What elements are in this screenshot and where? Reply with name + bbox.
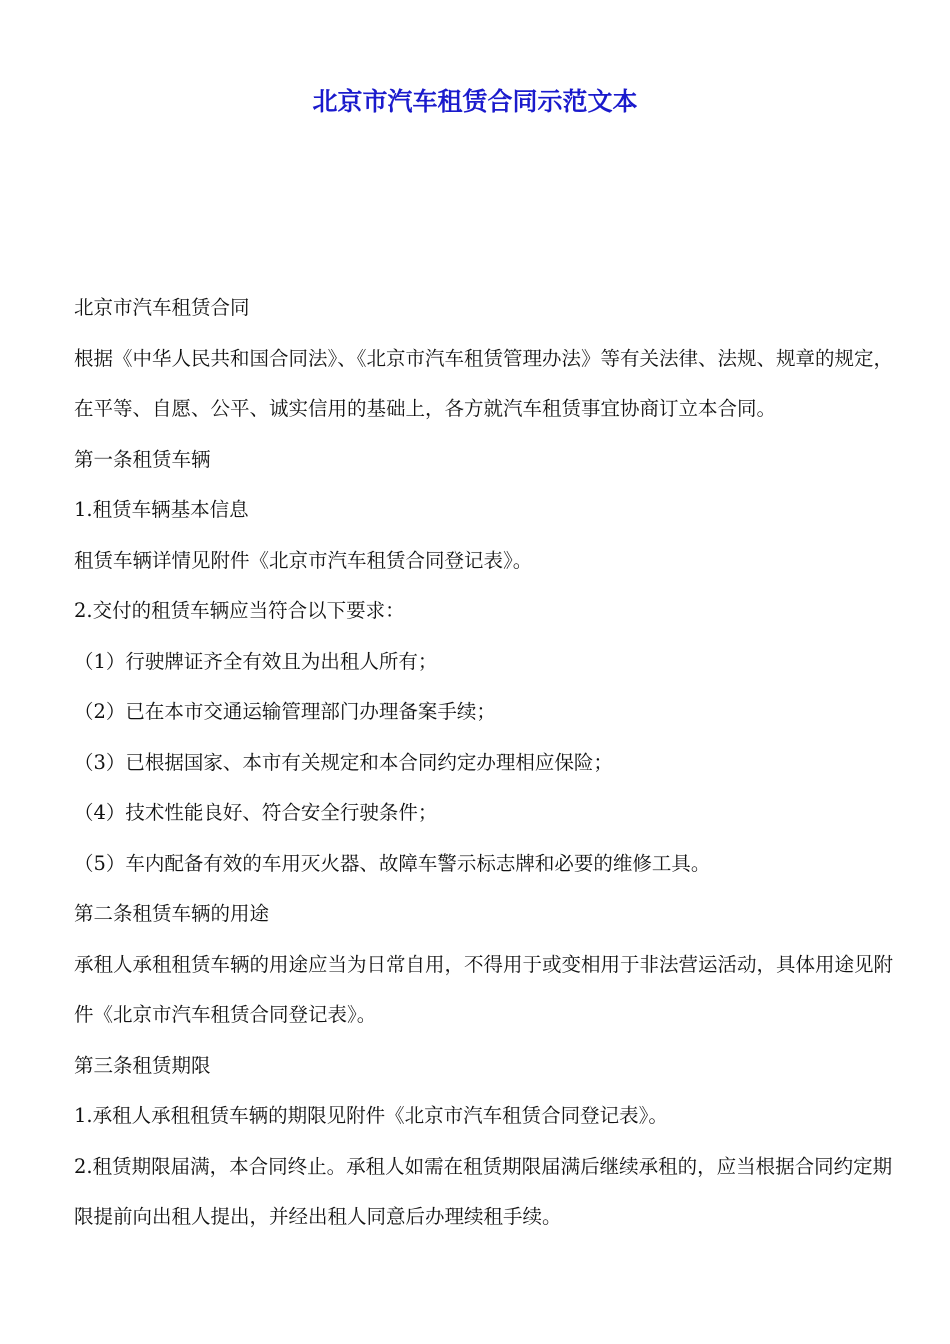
- preamble-paragraph: 根据《中华人民共和国合同法》、《北京市汽车租赁管理办法》等有关法律、法规、规章的规定，在平等、自愿、公平、诚实信用的基础上，各方就汽车租赁事宜协商订立本合同。: [74, 346, 894, 420]
- article-2-heading: 第二条租赁车辆的用途: [74, 902, 270, 925]
- article-1-heading: 第一条租赁车辆: [74, 447, 211, 471]
- article-1-item-2: 2.交付的租赁车辆应当符合以下要求：: [74, 599, 405, 622]
- article-1-item-1: 1.租赁车辆基本信息: [74, 498, 249, 521]
- contract-heading: 北京市汽车租赁合同: [74, 296, 250, 319]
- article-3-item-2: 2.租赁期限届满，本合同终止。承租人如需在租赁期限届满后继续承租的，应当根据合同约定期限提前向出租人提出，并经出租人同意后办理续租手续。: [74, 1154, 893, 1228]
- requirement-4: （4）技术性能良好、符合安全行驶条件；: [74, 801, 438, 824]
- article-3-item-1: 1.承租人承租租赁车辆的期限见附件《北京市汽车租赁合同登记表》。: [74, 1104, 668, 1127]
- requirement-1: （1）行驶牌证齐全有效且为出租人所有；: [74, 649, 438, 673]
- article-3-heading: 第三条租赁期限: [74, 1053, 211, 1077]
- document-title: 北京市汽车租赁合同示范文本: [312, 87, 638, 116]
- article-1-item-1-detail: 租赁车辆详情见附件《北京市汽车租赁合同登记表》。: [74, 548, 533, 572]
- requirement-3: （3）已根据国家、本市有关规定和本合同约定办理相应保险；: [74, 750, 613, 774]
- requirement-5: （5）车内配备有效的车用灭火器、故障车警示标志牌和必要的维修工具。: [74, 851, 711, 875]
- document-body: [74, 283, 894, 1243]
- article-2-paragraph: 承租人承租租赁车辆的用途应当为日常自用，不得用于或变相用于非法营运活动，具体用途见附件《北京市汽车租赁合同登记表》。: [74, 952, 894, 1026]
- requirement-2: （2）已在本市交通运输管理部门办理备案手续；: [74, 700, 496, 723]
